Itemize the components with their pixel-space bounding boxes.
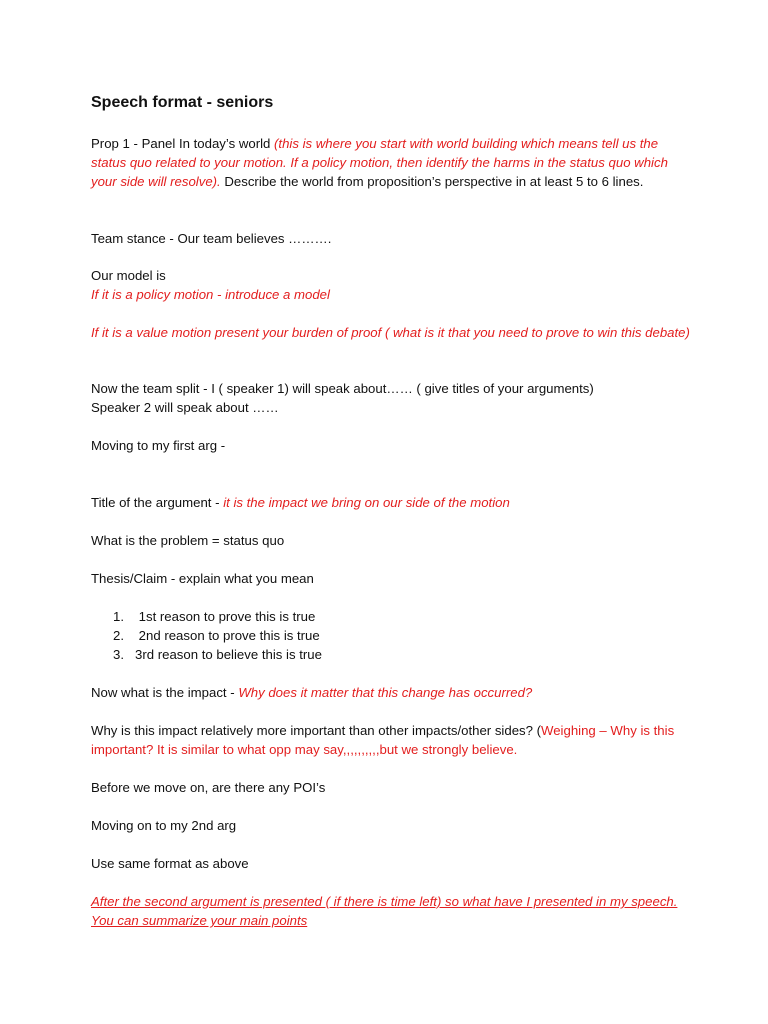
list-text: 1st reason to prove this is true bbox=[135, 609, 316, 624]
summary-note: After the second argument is presented ( if there is time left) so what have I presented in my speech. You can summarize your main points bbox=[91, 894, 678, 928]
list-text: 3rd reason to believe this is true bbox=[135, 647, 322, 662]
thesis-line: Thesis/Claim - explain what you mean bbox=[91, 571, 314, 586]
impact-line bbox=[91, 683, 691, 702]
team-stance-line: Team stance - Our team believes ………. bbox=[91, 231, 332, 246]
value-motion-note: If it is a value motion present your burden of proof ( what is it that you need to prove to win this debate) bbox=[91, 325, 690, 340]
reasons-list bbox=[91, 607, 322, 664]
list-item bbox=[91, 607, 322, 626]
weighing-paragraph bbox=[91, 721, 691, 759]
model-note: If it is a policy motion - introduce a model bbox=[91, 287, 330, 302]
model-heading: Our model is bbox=[91, 268, 166, 283]
list-item bbox=[91, 626, 322, 645]
prop-1-intro: Prop 1 - Panel In today’s world bbox=[91, 136, 275, 151]
impact-label: Now what is the impact - bbox=[91, 685, 239, 700]
impact-note: Why does it matter that this change has occurred? bbox=[238, 685, 533, 700]
document-title: Speech format - seniors bbox=[91, 94, 274, 111]
speaker-2-line: Speaker 2 will speak about …… bbox=[91, 400, 279, 415]
argument-title-line bbox=[91, 493, 691, 512]
list-number: 2. bbox=[113, 628, 124, 643]
prop-1-world-building-note: (this is where you start with world building which means tell us the status quo related to your motion. If a policy motion, then identify the harms in the status quo which your side will resolve). bbox=[91, 136, 668, 189]
argument-title-label: Title of the argument - bbox=[91, 495, 224, 510]
list-text: 2nd reason to prove this is true bbox=[135, 628, 320, 643]
prop-1-describe: Describe the world from proposition’s perspective in at least 5 to 6 lines. bbox=[220, 174, 644, 189]
poi-line: Before we move on, are there any POI’s bbox=[91, 780, 326, 795]
team-split-line: Now the team split - I ( speaker 1) will speak about…… ( give titles of your arguments) bbox=[91, 381, 594, 396]
prop-1-paragraph bbox=[91, 134, 691, 191]
same-format-line: Use same format as above bbox=[91, 856, 249, 871]
first-arg-line: Moving to my first arg - bbox=[91, 438, 226, 453]
problem-line: What is the problem = status quo bbox=[91, 533, 285, 548]
argument-title-note: it is the impact we bring on our side of the motion bbox=[223, 495, 510, 510]
list-number: 1. bbox=[113, 609, 124, 624]
list-number: 3. bbox=[113, 647, 124, 662]
weighing-note: Weighing – Why is this important? It is similar to what opp may say,,,,,,,,,,but we strongly believe. bbox=[91, 723, 675, 757]
second-arg-line: Moving on to my 2nd arg bbox=[91, 818, 237, 833]
list-item bbox=[91, 645, 322, 664]
weighing-label: Why is this impact relatively more important than other impacts/other sides? ( bbox=[91, 723, 542, 738]
